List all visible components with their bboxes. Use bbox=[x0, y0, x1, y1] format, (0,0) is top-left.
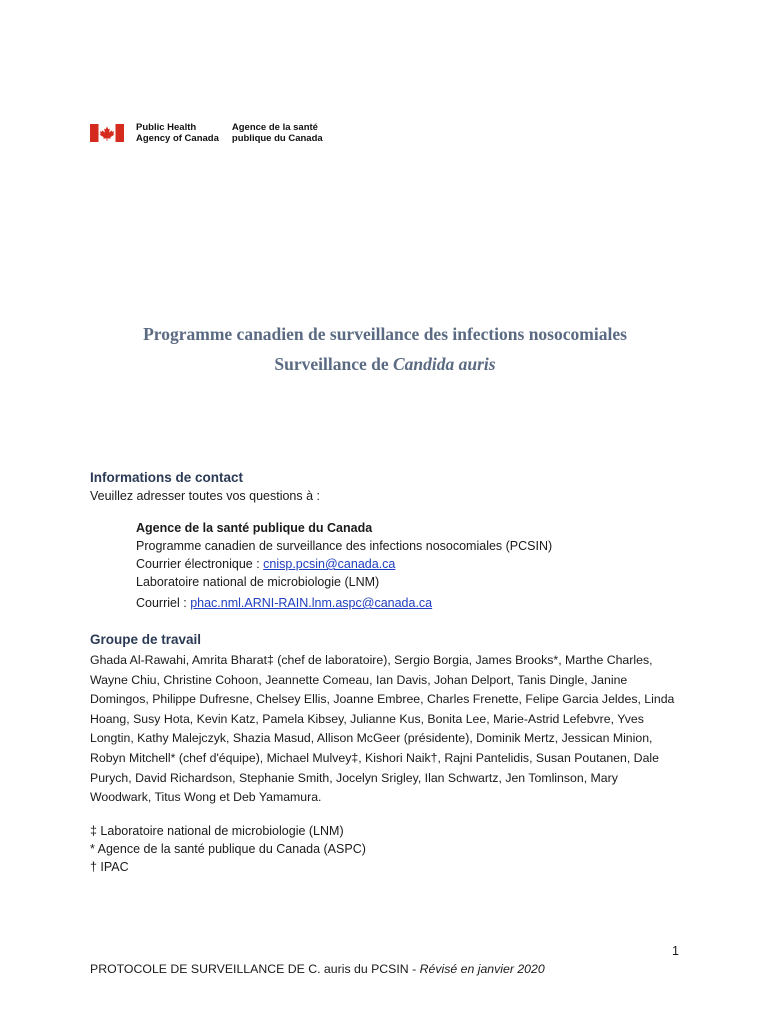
page-footer bbox=[90, 962, 545, 976]
subtitle-organism: Candida auris bbox=[393, 354, 496, 374]
logo-fr-line1: Agence de la santé bbox=[231, 122, 318, 133]
group-line: Purych, David Richardson, Stephanie Smith, Jocelyn Srigley, Ilan Schwartz, Jen Tomlinson, Mary bbox=[90, 770, 618, 785]
footnotes bbox=[90, 822, 690, 876]
logo-en-line2: Agency of Canada bbox=[136, 133, 219, 144]
phac-logo bbox=[90, 122, 323, 144]
footnote: * Agence de la santé publique du Canada (ASPC) bbox=[90, 842, 366, 856]
email2-link[interactable]: phac.nml.ARNI-RAIN.lnm.aspc@canada.ca bbox=[190, 596, 433, 610]
logo-english bbox=[136, 122, 219, 144]
email-link[interactable]: cnisp.pcsin@canada.ca bbox=[263, 557, 396, 571]
contact-intro: Veuillez adresser toutes vos questions à : bbox=[90, 489, 320, 503]
email-label: Courrier électronique : bbox=[136, 557, 264, 571]
group-line: Hoang, Susy Hota, Kevin Katz, Pamela Kibsey, Julianne Kus, Bonita Lee, Marie-Astrid Lefebvre, Yves bbox=[90, 711, 644, 726]
group-line: Longtin, Kathy Malejczyk, Shazia Masud, Allison McGeer (présidente), Dominik Mertz, Jessican Minion, bbox=[90, 731, 653, 746]
group-members bbox=[90, 651, 690, 808]
document-title: Programme canadien de surveillance des infections nosocomiales bbox=[143, 324, 627, 344]
group-line: Woodwark, Titus Wong et Deb Yamamura. bbox=[90, 790, 322, 805]
group-line: Robyn Mitchell* (chef d'équipe), Michael Mulvey‡, Kishori Naik†, Rajni Pantelidis, Susan Poutanen, Dale bbox=[90, 750, 659, 765]
group-line: Ghada Al-Rawahi, Amrita Bharat‡ (chef de laboratoire), Sergio Borgia, James Brooks*, Marthe Charles, bbox=[90, 653, 653, 667]
contact-lab: Laboratoire national de microbiologie (LNM) bbox=[136, 575, 380, 589]
group-line: Wayne Chiu, Christine Cohoon, Jeannette Comeau, Ian Davis, Johan Delport, Tanis Dingle, Janine bbox=[90, 672, 628, 687]
footnote: † IPAC bbox=[90, 860, 129, 874]
subtitle-prefix: Surveillance de bbox=[274, 354, 393, 374]
contact-program: Programme canadien de surveillance des infections nosocomiales (PCSIN) bbox=[136, 539, 553, 553]
email2-label: Courriel : bbox=[136, 596, 191, 610]
page-number: 1 bbox=[672, 944, 679, 958]
contact-heading: Informations de contact bbox=[90, 470, 244, 485]
contact-email2-line bbox=[136, 594, 552, 612]
group-line: Domingos, Philippe Dufresne, Chelsey Ellis, Joanne Embree, Charles Frenette, Felipe Garcia Jeldes, Linda bbox=[90, 692, 675, 707]
group-heading: Groupe de travail bbox=[90, 632, 202, 647]
contact-org: Agence de la santé publique du Canada bbox=[136, 521, 373, 535]
document-subtitle bbox=[0, 354, 770, 375]
contact-email-line bbox=[136, 555, 552, 573]
footnote: ‡ Laboratoire national de microbiologie (LNM) bbox=[90, 824, 344, 838]
contact-block bbox=[136, 519, 552, 612]
logo-fr-line2: publique du Canada bbox=[231, 133, 323, 144]
logo-french bbox=[232, 122, 323, 144]
footer-revision: Révisé en janvier 2020 bbox=[419, 962, 545, 976]
logo-en-line1: Public Health bbox=[136, 122, 197, 133]
footer-text: PROTOCOLE DE SURVEILLANCE DE C. auris du PCSIN - bbox=[90, 962, 420, 976]
canada-flag-icon bbox=[90, 124, 124, 142]
